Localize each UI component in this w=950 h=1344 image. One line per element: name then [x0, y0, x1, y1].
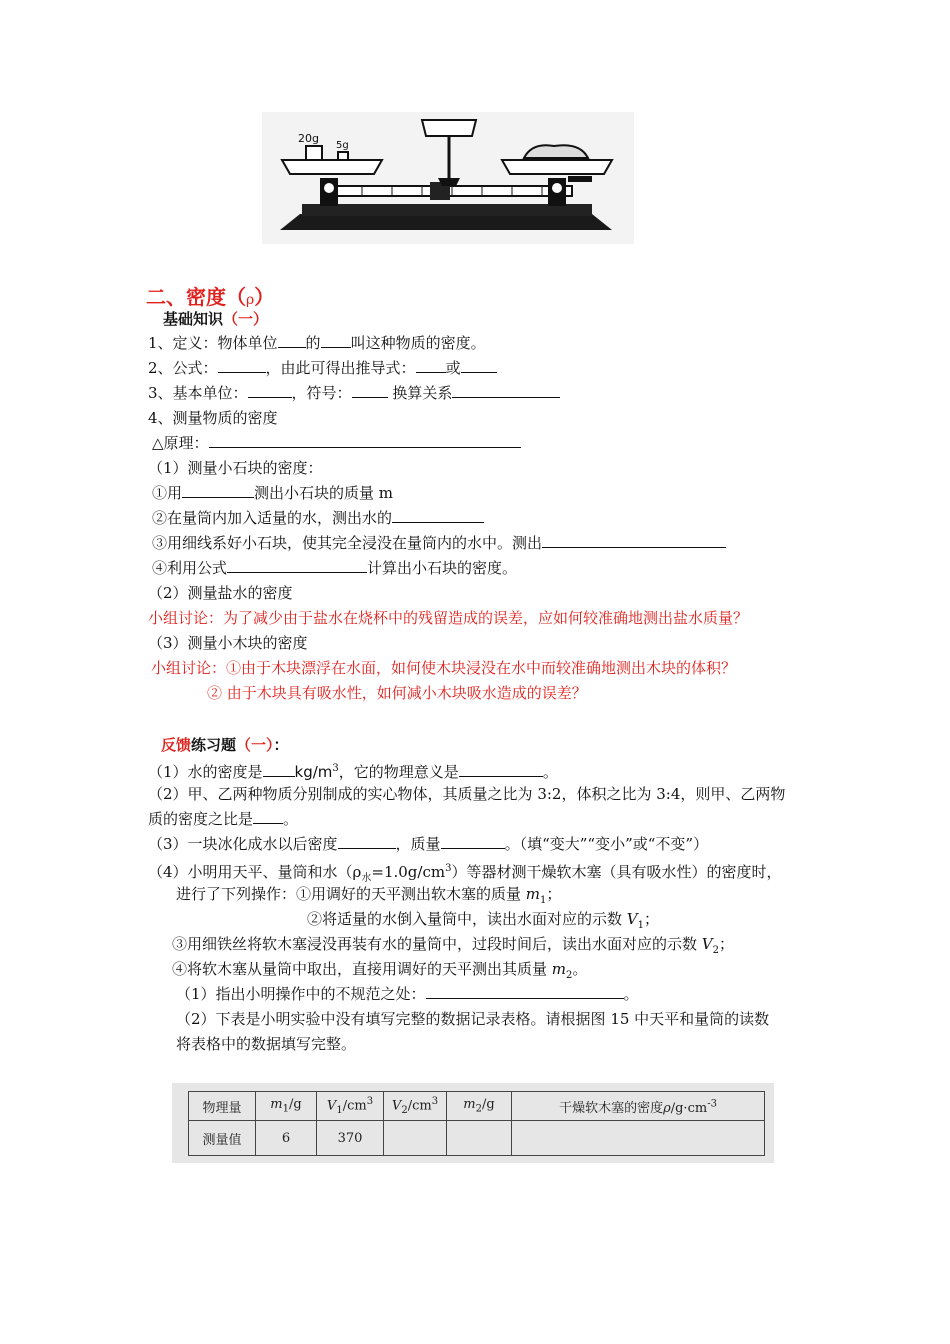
- blank: [209, 433, 521, 448]
- weight-label-20g: 20g: [298, 132, 319, 145]
- text: （1）水的密度是: [148, 763, 263, 781]
- text: 。: [542, 763, 558, 781]
- line-step4: [152, 558, 517, 578]
- basic-label-number: （一）: [223, 310, 269, 328]
- table-header-cell: 干燥软木塞的密度$\rho/g\cdot cm^{-3}$: [512, 1092, 765, 1121]
- text: =1.0g/cm: [371, 863, 446, 881]
- text: ③用细线系好小石块，使其完全浸没在量筒内的水中。测出: [152, 534, 543, 552]
- line-p3: （3）测量小木块的密度: [148, 634, 308, 652]
- line-step2: [152, 508, 484, 528]
- line-definition: [148, 333, 486, 353]
- text: ；: [546, 885, 562, 903]
- blank: [441, 834, 505, 849]
- table-row-label: 测量值: [189, 1121, 256, 1156]
- subquestion-2b: 将表格中的数据填写完整。: [176, 1035, 357, 1053]
- table-cell: [447, 1121, 512, 1156]
- text: 2: [566, 970, 573, 981]
- text: m: [551, 960, 567, 978]
- blank: [321, 333, 351, 348]
- basic-label-text: 基础知识: [163, 310, 224, 328]
- table-cell: [384, 1121, 447, 1156]
- table-header-cell: $V_2/cm^3$: [384, 1092, 447, 1121]
- question-4-op2: [307, 909, 659, 936]
- section-heading: [146, 281, 274, 310]
- text: 。: [283, 810, 299, 828]
- text: （1）指出小明操作中的不规范之处：: [176, 985, 426, 1003]
- text: ④利用公式: [152, 559, 228, 577]
- blank: [352, 383, 388, 398]
- blank: [218, 358, 266, 373]
- text: 。: [623, 985, 639, 1003]
- text: 1、定义：物体单位: [148, 334, 278, 352]
- blank: [416, 358, 446, 373]
- section-title: 密度（: [186, 285, 246, 309]
- line-principle: [152, 433, 521, 453]
- table-header-cell: [189, 1092, 256, 1121]
- text: 3、基本单位：: [148, 384, 248, 402]
- blank: [338, 834, 396, 849]
- text: ；: [719, 935, 735, 953]
- text: 的: [305, 334, 321, 352]
- text: （4）小明用天平、量筒和水（ρ: [148, 863, 362, 881]
- text: ②在量筒内加入适量的水，测出水的: [152, 509, 393, 527]
- text: 1: [540, 895, 547, 906]
- text: △原理：: [152, 434, 209, 452]
- section-title-close: ）: [254, 285, 275, 309]
- text: 进行了下列操作：①用调好的天平测出软木塞的质量: [176, 885, 526, 903]
- line-step3: [152, 533, 726, 553]
- text: ①用: [152, 484, 183, 502]
- blank: [263, 762, 295, 777]
- blank: [253, 809, 283, 824]
- table-header-cell: $V_1/cm^3$: [317, 1092, 384, 1121]
- text: ②将适量的水倒入量筒中，读出水面对应的示数: [307, 910, 627, 928]
- text: 或: [445, 359, 461, 377]
- text: 。: [572, 960, 588, 978]
- table-cell: 6: [256, 1121, 317, 1156]
- text: ）等器材测干燥软木塞（具有吸水性）的密度时，: [451, 863, 782, 881]
- blank: [426, 984, 624, 999]
- table-header-row: [189, 1092, 765, 1121]
- text: V: [701, 935, 713, 953]
- question-4-op4: [172, 959, 587, 986]
- text: 1: [637, 920, 644, 931]
- text: 3: [332, 763, 339, 774]
- text: 测出小石块的质量 m: [254, 484, 394, 502]
- text: 换算关系: [387, 384, 453, 402]
- table-cell: [512, 1121, 765, 1156]
- text: ③用细铁丝将软木塞浸没再装有水的量筒中，过段时间后，读出水面对应的示数: [172, 935, 702, 953]
- text: 计算出小石块的密度。: [367, 559, 518, 577]
- text: ，质量: [395, 835, 441, 853]
- blank: [227, 558, 367, 573]
- text: 反馈: [161, 736, 192, 754]
- data-table-image: [172, 1083, 774, 1163]
- line-p2: （2）测量盐水的密度: [148, 584, 293, 602]
- text: ；: [644, 910, 660, 928]
- line-step1: [152, 483, 393, 503]
- text: 2: [712, 945, 719, 956]
- line-unit: [148, 383, 560, 403]
- text: 3: [445, 863, 452, 874]
- weight-label-5g: 5g: [336, 140, 349, 151]
- text: ④将软木塞从量筒中取出，直接用调好的天平测出其质量: [172, 960, 552, 978]
- question-2b: [148, 809, 298, 829]
- text: V: [626, 910, 638, 928]
- blank: [459, 762, 543, 777]
- table-row: [189, 1121, 765, 1156]
- discussion-3: ② 由于木块具有吸水性，如何减小木块吸水造成的误差？: [207, 684, 587, 702]
- text: 物理量: [202, 1100, 242, 1116]
- text: 。（填“变大”“变小”或“不变”）: [504, 835, 709, 853]
- blank: [248, 383, 292, 398]
- text: 水: [361, 873, 372, 884]
- question-4-op3: [172, 934, 734, 961]
- question-2a: （2）甲、乙两种物质分别制成的实心物体，其质量之比为 3:2，体积之比为 3:4，则甲、乙两物: [148, 785, 786, 803]
- text: ：: [273, 736, 289, 754]
- rho-symbol: ρ: [246, 292, 255, 308]
- line-p1: （1）测量小石块的密度：: [148, 459, 323, 477]
- question-4-op1: [176, 884, 561, 911]
- table-header-cell: $m_2/g$: [447, 1092, 512, 1121]
- question-3: [148, 834, 708, 854]
- subquestion-1: [176, 984, 639, 1004]
- blank: [392, 508, 484, 523]
- blank: [461, 358, 497, 373]
- text: 2、公式：: [148, 359, 218, 377]
- section-number: 二、: [146, 285, 186, 309]
- discussion-1: 小组讨论：为了减少由于盐水在烧杯中的残留造成的误差，应如何较准确地测出盐水质量？: [148, 609, 749, 627]
- basic-knowledge-label: [163, 308, 268, 329]
- text: 叫这种物质的密度。: [350, 334, 486, 352]
- text: （一）: [236, 736, 274, 754]
- line-formula: [148, 358, 497, 378]
- text: （3）一块冰化成水以后密度: [148, 835, 338, 853]
- text: 练习题: [191, 736, 237, 754]
- text: ，符号：: [291, 384, 352, 402]
- line-measure: 4、测量物质的密度: [148, 409, 278, 427]
- table-cell: 370: [317, 1121, 384, 1156]
- subquestion-2a: （2）下表是小明实验中没有填写完整的数据记录表格。请根据图 15 中天平和量筒的读数: [176, 1010, 770, 1028]
- text: kg/m: [294, 763, 333, 781]
- blank: [182, 483, 254, 498]
- balance-scale-image: [262, 112, 634, 244]
- blank: [452, 383, 560, 398]
- blank: [278, 333, 306, 348]
- discussion-2: 小组讨论：①由于木块漂浮在水面，如何使木块浸没在水中而较准确地测出木块的体积？: [151, 659, 737, 677]
- table-header-cell: $m_1/g$: [256, 1092, 317, 1121]
- feedback-label: [161, 734, 289, 755]
- blank: [542, 533, 726, 548]
- text: m: [525, 885, 541, 903]
- question-1: [148, 759, 558, 782]
- data-table: [188, 1091, 765, 1156]
- text: 质的密度之比是: [148, 810, 254, 828]
- text: ，由此可得出推导式：: [265, 359, 416, 377]
- text: ，它的物理意义是: [338, 763, 459, 781]
